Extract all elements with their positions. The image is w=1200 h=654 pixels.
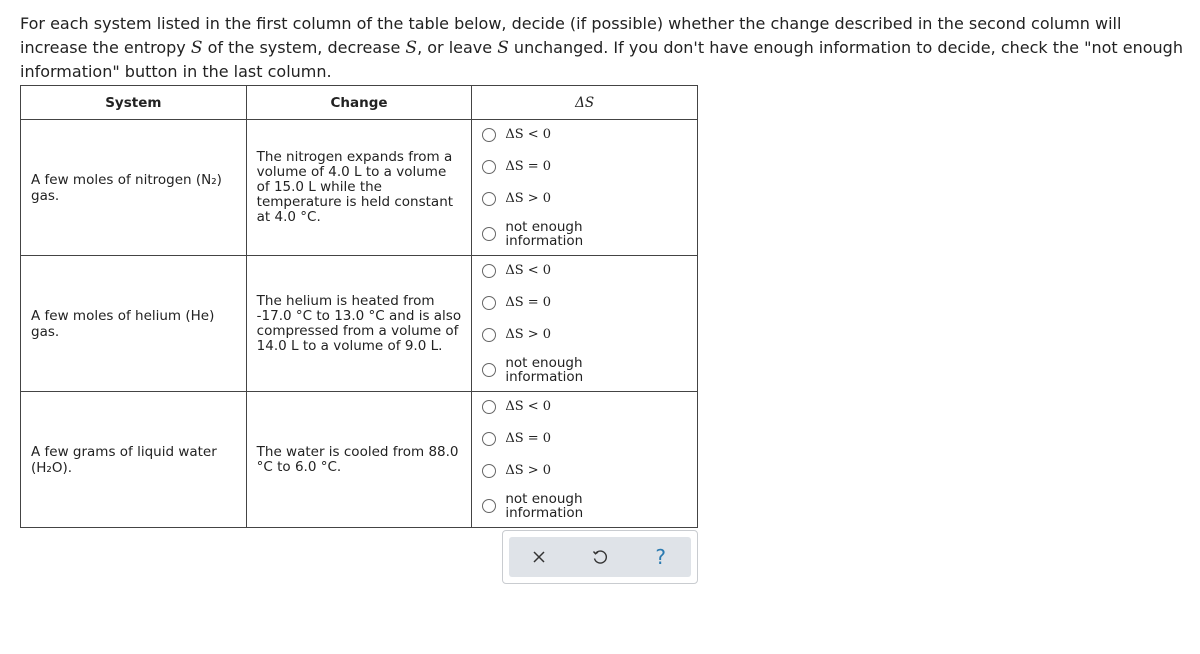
radio-button[interactable]: [482, 160, 496, 174]
option-label: not enough information: [505, 355, 584, 385]
instructions-text: For each system listed in the first column of the table below, decide (if possible) whether the change described in the second column will increase the entropy: [20, 14, 1122, 57]
option-dS-positive[interactable]: [482, 327, 551, 342]
undo-icon-graphic: [592, 549, 608, 565]
system-cell: A few moles of helium (He) gas.: [21, 256, 247, 392]
option-dS-zero[interactable]: [482, 159, 551, 174]
option-label: ΔS > 0: [505, 191, 552, 206]
option-dS-zero[interactable]: [482, 431, 551, 446]
radio-button[interactable]: [482, 499, 496, 513]
options-cell: [472, 120, 698, 256]
header-change: Change: [246, 86, 472, 120]
instructions-text: of the system, decrease: [202, 38, 406, 57]
option-dS-positive[interactable]: [482, 191, 551, 206]
instructions-text: , or leave: [417, 38, 498, 57]
change-cell: [246, 392, 472, 528]
option-dS-negative[interactable]: [482, 399, 551, 414]
option-not-enough-info[interactable]: [482, 492, 592, 520]
entropy-symbol: S: [497, 38, 509, 58]
help-glyph: ?: [655, 545, 666, 569]
instructions-text: unchanged. If you don't have enough information to decide, check the "not enough information" button in the last column.: [20, 38, 1183, 81]
toolbar-panel: [509, 537, 691, 577]
entropy-table: [20, 85, 698, 528]
option-dS-positive[interactable]: [482, 463, 551, 478]
radio-button[interactable]: [482, 400, 496, 414]
table-row: [21, 120, 698, 256]
radio-button[interactable]: [482, 328, 496, 342]
close-icon-graphic: [532, 550, 546, 564]
answer-toolbar: [502, 530, 698, 584]
radio-button[interactable]: [482, 192, 496, 206]
option-label: ΔS = 0: [505, 431, 552, 446]
radio-button[interactable]: [482, 227, 496, 241]
option-label: ΔS > 0: [505, 327, 552, 342]
system-cell: A few moles of nitrogen (N₂) gas.: [21, 120, 247, 256]
table-row: [21, 256, 698, 392]
change-text: The nitrogen expands from a volume of 4.0 L to a volume of 15.0 L while the temperature is held constant at 4.0 °C.: [256, 149, 454, 225]
change-text: The helium is heated from -17.0 °C to 13.0 °C and is also compressed from a volume of 14.0 L to a volume of 9.0 L.: [256, 292, 462, 354]
option-label: not enough information: [505, 219, 584, 249]
entropy-symbol: S: [190, 38, 203, 58]
option-dS-negative[interactable]: [482, 127, 551, 142]
close-icon[interactable]: [523, 541, 555, 573]
table-header-row: [21, 86, 698, 120]
change-cell: [246, 120, 472, 256]
change-text: The water is cooled from 88.0 °C to 6.0 °C.: [256, 443, 459, 475]
radio-button[interactable]: [482, 296, 496, 310]
options-cell: [472, 256, 698, 392]
option-label: ΔS = 0: [505, 159, 552, 174]
header-delta-s: ΔS: [472, 86, 698, 120]
change-cell: [246, 256, 472, 392]
option-label: not enough information: [505, 491, 584, 521]
radio-button[interactable]: [482, 464, 496, 478]
radio-button[interactable]: [482, 432, 496, 446]
help-icon[interactable]: [645, 541, 677, 573]
radio-button[interactable]: [482, 264, 496, 278]
option-label: ΔS > 0: [505, 463, 552, 478]
entropy-symbol: S: [405, 38, 418, 58]
option-label: ΔS = 0: [505, 295, 552, 310]
option-not-enough-info[interactable]: [482, 220, 592, 248]
option-label: ΔS < 0: [505, 263, 552, 278]
header-system: System: [21, 86, 247, 120]
undo-icon[interactable]: [584, 541, 616, 573]
option-label: ΔS < 0: [505, 127, 552, 142]
options-cell: [472, 392, 698, 528]
option-dS-negative[interactable]: [482, 263, 551, 278]
table-row: [21, 392, 698, 528]
radio-button[interactable]: [482, 128, 496, 142]
instructions: [20, 12, 1185, 84]
radio-button[interactable]: [482, 363, 496, 377]
option-not-enough-info[interactable]: [482, 356, 592, 384]
system-cell: A few grams of liquid water (H₂O).: [21, 392, 247, 528]
option-label: ΔS < 0: [505, 399, 552, 414]
option-dS-zero[interactable]: [482, 295, 551, 310]
